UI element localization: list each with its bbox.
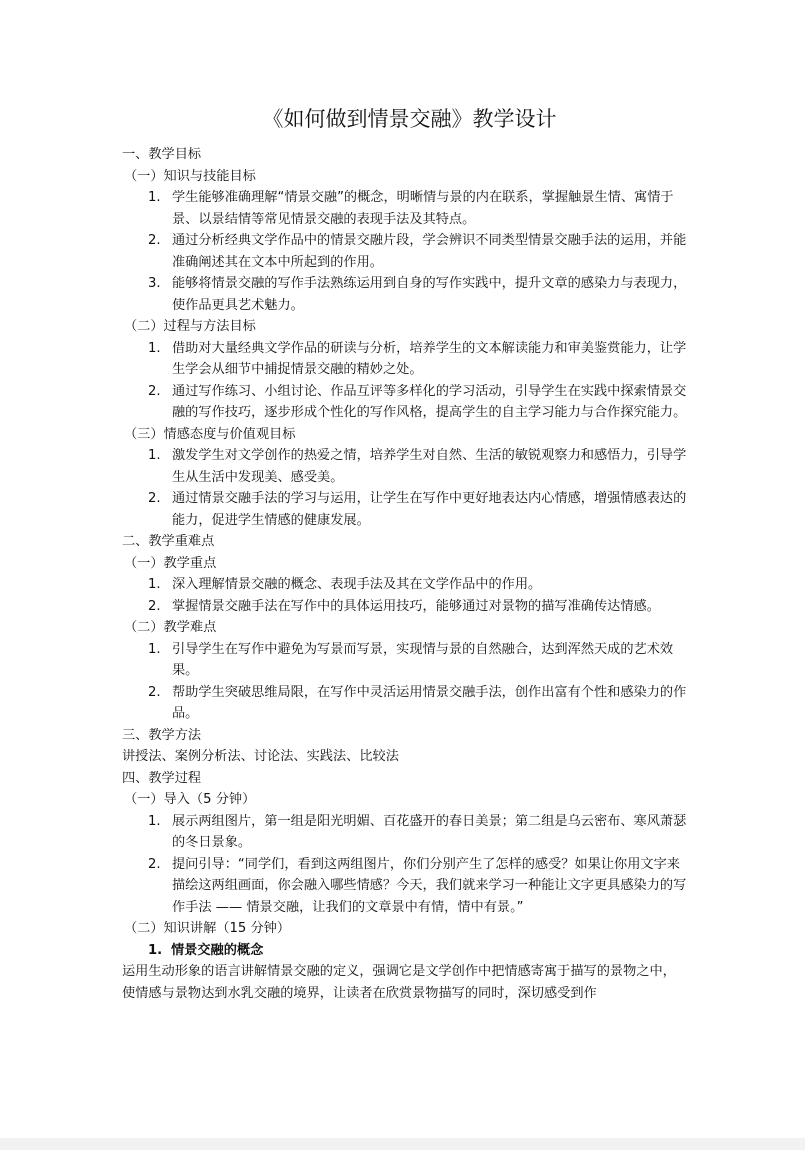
subsection-heading: （二）知识讲解（15 分钟） — [124, 921, 291, 936]
list-item-text: 帮助学生突破思维局限，在写作中灵活运用情景交融手法，创作出富有个性和感染力的作品。 — [172, 684, 687, 721]
list-item-text: 借助对大量经典文学作品的研读与分析，培养学生的文本解读能力和审美鉴赏能力，让学生学会从细节中捕捉情景交融的精妙之处。 — [172, 340, 687, 377]
list-item-number: 1. — [148, 448, 161, 463]
list-item-text: 引导学生在写作中避免为写景而写景，实现情与景的自然融合，达到浑然天成的艺术效果。 — [172, 641, 674, 678]
list — [122, 811, 687, 919]
subsection-heading: （二）教学难点 — [124, 620, 217, 635]
section-heading: 一、教学目标 — [122, 147, 202, 162]
list — [122, 574, 687, 617]
list-item-number: 2. — [148, 383, 161, 399]
document-title: 《如何做到情景交融》教学设计 — [262, 107, 557, 131]
subsection-heading: （二）过程与方法目标 — [124, 319, 256, 334]
list-item-number: 3. — [148, 276, 161, 291]
paragraph: 讲授法、案例分析法、讨论法、实践法、比较法 — [122, 749, 399, 764]
list-item-number: 1. — [148, 813, 161, 829]
list — [122, 639, 687, 725]
subsection-heading: （一）知识与技能目标 — [124, 168, 256, 184]
bold-subheading — [122, 940, 687, 962]
section-heading: 二、教学重难点 — [122, 534, 215, 549]
list-item-number: 1. — [148, 190, 161, 205]
section-heading: 四、教学过程 — [122, 770, 202, 786]
list-item — [122, 639, 687, 682]
subsection-heading: （一）教学重点 — [124, 555, 217, 571]
list-item-number: 2. — [148, 491, 161, 506]
list-item-text: 展示两组图片，第一组是阳光明媚、百花盛开的春日美景；第二组是乌云密布、寒风萧瑟的冬日景象。 — [172, 813, 687, 850]
list-item — [122, 273, 687, 316]
paragraph: 运用生动形象的语言讲解情景交融的定义，强调它是文学创作中把情感寄寓于描写的景物之中，使情感与景物达到水乳交融的境界，让读者在欣赏景物描写的同时，深切感受到作 — [122, 964, 676, 1001]
list-item — [122, 682, 687, 725]
subsection-heading: （一）导入（5 分钟） — [124, 792, 256, 807]
list-item-text: 通过写作练习、小组讨论、作品互评等多样化的学习活动，引导学生在实践中探索情景交融的写作技巧，逐步形成个性化的写作风格，提高学生的自主学习能力与合作探究能力。 — [172, 383, 687, 420]
list-item-text: 学生能够准确理解“情景交融”的概念，明晰情与景的内在联系，掌握触景生情、寓情于景、以景结情等常见情景交融的表现手法及其特点。 — [172, 190, 674, 227]
list-item-text: 能够将情景交融的写作手法熟练运用到自身的写作实践中，提升文章的感染力与表现力，使作品更具艺术魅力。 — [172, 276, 687, 313]
list-item — [122, 574, 687, 596]
list-item-text: 掌握情景交融手法在写作中的具体运用技巧，能够通过对景物的描写准确传达情感。 — [172, 598, 660, 614]
list-item-text: 提问引导：“同学们，看到这两组图片，你们分别产生了怎样的感受？如果让你用文字来描绘这两组画面，你会融入哪些情感？今天，我们就来学习一种能让文字更具感染力的写作手法 —— 情景交融，让我们的文章景中有情，情中有景。” — [172, 856, 687, 915]
subheading-text: 情景交融的概念 — [171, 942, 264, 958]
list — [122, 187, 687, 316]
list-item-number: 2. — [148, 233, 161, 248]
list-item-text: 激发学生对文学创作的热爱之情，培养学生对自然、生活的敏锐观察力和感悟力，引导学生从生活中发现美、感受美。 — [172, 448, 687, 485]
list — [122, 445, 687, 531]
list-item — [122, 445, 687, 488]
list-item-number: 1. — [148, 641, 161, 657]
list-item — [122, 230, 687, 273]
list-item — [122, 596, 687, 618]
document-content — [122, 104, 687, 1004]
list-item — [122, 854, 687, 919]
list-item — [122, 338, 687, 381]
list-item-number: 2. — [148, 856, 161, 872]
list-item — [122, 187, 687, 230]
list-item-number: 2. — [148, 684, 161, 700]
list-item-text: 深入理解情景交融的概念、表现手法及其在文学作品中的作用。 — [172, 577, 542, 592]
list-item-number: 1. — [148, 340, 161, 356]
list-item-number: 1. — [148, 577, 161, 592]
list-item-text: 通过情景交融手法的学习与运用，让学生在写作中更好地表达内心情感，增强情感表达的能力，促进学生情感的健康发展。 — [172, 491, 687, 528]
list-item — [122, 811, 687, 854]
subheading-number: 1. — [148, 942, 163, 958]
section-heading: 三、教学方法 — [122, 727, 202, 743]
subsection-heading: （三）情感态度与价值观目标 — [124, 426, 296, 442]
list-item-number: 2. — [148, 598, 161, 614]
list-item-text: 通过分析经典文学作品中的情景交融片段，学会辨识不同类型情景交融手法的运用，并能准确阐述其在文本中所起到的作用。 — [172, 233, 687, 270]
list-item — [122, 381, 687, 424]
list — [122, 338, 687, 424]
list-item — [122, 488, 687, 531]
